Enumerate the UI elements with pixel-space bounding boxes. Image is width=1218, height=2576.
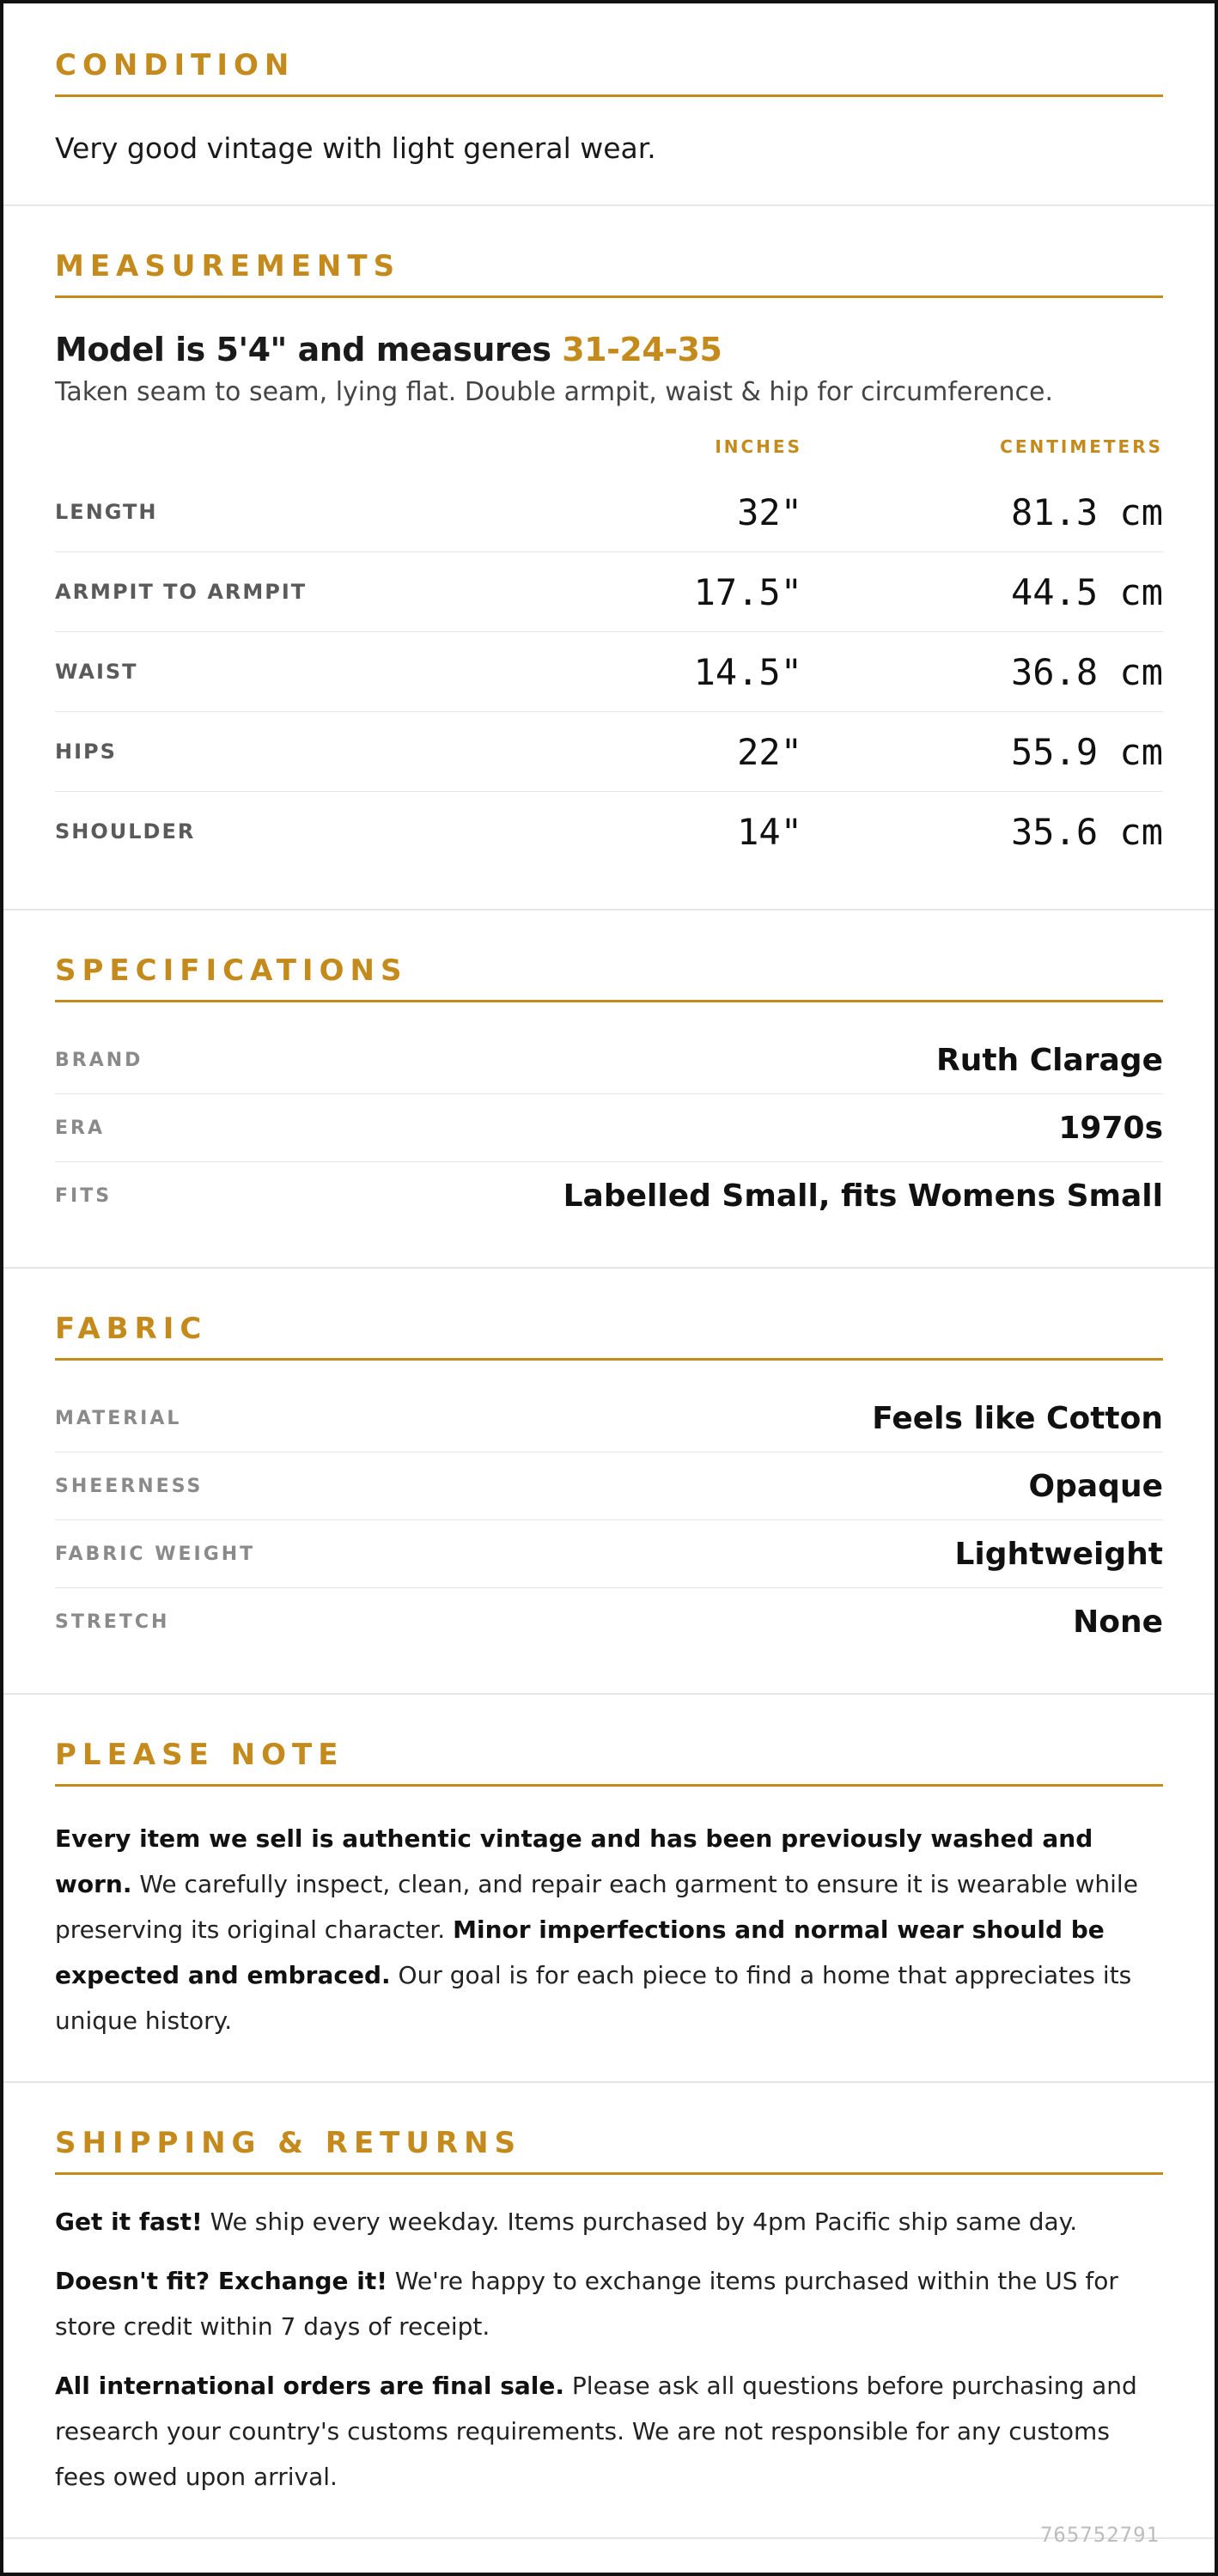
measurement-inches: 14.5"	[693, 650, 802, 693]
please-note-text	[55, 1816, 1163, 2043]
measurement-row-armpit	[55, 552, 1163, 632]
spec-key: ERA	[55, 1117, 105, 1139]
measurement-row-shoulder	[55, 792, 1163, 871]
condition-section	[3, 3, 1215, 206]
shipping-paragraph-exchange	[55, 2258, 1163, 2349]
measurements-header	[55, 436, 1163, 472]
shipping-text-3: Please ask all questions before purchasing and research your country's customs requirements. We are not responsible for any customs fees owed upon arrival.	[55, 2372, 1137, 2491]
shipping-bold-3: All international orders are final sale.	[55, 2372, 565, 2400]
fabric-row-weight	[55, 1520, 1163, 1588]
specifications-list	[55, 1026, 1163, 1229]
measurement-cm: 44.5 cm	[1010, 570, 1163, 613]
condition-text: Very good vintage with light general wear.	[55, 131, 656, 165]
measurement-cm: 36.8 cm	[1010, 650, 1163, 693]
condition-title: CONDITION	[55, 48, 1163, 97]
measurements-subtitle: Taken seam to seam, lying flat. Double armpit, waist & hip for circumference.	[55, 377, 1054, 407]
please-note-section	[3, 1695, 1215, 2083]
note-text-1: We carefully inspect, clean, and repair each garment to ensure it is wearable while preserving its original character.	[55, 1870, 1138, 1944]
measurement-row-hips	[55, 712, 1163, 792]
measurements-section	[3, 206, 1215, 910]
fabric-row-material	[55, 1385, 1163, 1452]
fabric-key: FABRIC WEIGHT	[55, 1543, 256, 1565]
measurement-cm: 55.9 cm	[1010, 730, 1163, 773]
spec-key: FITS	[55, 1184, 113, 1207]
measurement-label: LENGTH	[55, 500, 158, 524]
specifications-section	[3, 910, 1215, 1269]
spec-value: Labelled Small, fits Womens Small	[563, 1178, 1163, 1214]
measurement-label: WAIST	[55, 660, 138, 684]
measurement-cm: 81.3 cm	[1010, 490, 1163, 533]
specifications-title: SPECIFICATIONS	[55, 953, 1163, 1002]
shipping-returns-section	[3, 2083, 1215, 2539]
measurement-inches: 32"	[737, 490, 802, 533]
spec-value: Ruth Clarage	[935, 1042, 1163, 1078]
fabric-value: Feels like Cotton	[872, 1400, 1163, 1436]
measurement-inches: 14"	[737, 810, 802, 853]
note-bold-2: Minor imperfections and normal wear should be expected and embraced.	[55, 1915, 1105, 1989]
measurement-row-waist	[55, 632, 1163, 712]
measurement-label: HIPS	[55, 740, 117, 764]
fabric-value: Lightweight	[954, 1536, 1163, 1572]
measurement-row-length	[55, 472, 1163, 552]
fabric-key: SHEERNESS	[55, 1475, 204, 1497]
spec-value: 1970s	[1058, 1110, 1163, 1146]
spec-key: BRAND	[55, 1049, 143, 1071]
measurement-inches: 17.5"	[693, 570, 802, 613]
shipping-bold-1: Get it fast!	[55, 2208, 203, 2236]
fabric-row-stretch	[55, 1588, 1163, 1655]
fabric-row-sheerness	[55, 1452, 1163, 1520]
fabric-title: FABRIC	[55, 1312, 1163, 1361]
fabric-list	[55, 1385, 1163, 1655]
spec-row-fits	[55, 1162, 1163, 1229]
shipping-text-1: We ship every weekday. Items purchased by 4pm Pacific ship same day.	[202, 2208, 1078, 2236]
fabric-value: None	[1073, 1604, 1163, 1640]
inches-header: INCHES	[715, 436, 802, 457]
fabric-value: Opaque	[1028, 1468, 1163, 1504]
fabric-key: STRETCH	[55, 1611, 170, 1633]
measurements-table	[55, 472, 1163, 871]
spec-row-era	[55, 1094, 1163, 1162]
shipping-paragraph-international	[55, 2363, 1163, 2500]
fabric-section	[3, 1269, 1215, 1695]
centimeters-header: CENTIMETERS	[1000, 436, 1163, 457]
shipping-bold-2: Doesn't fit? Exchange it!	[55, 2267, 387, 2295]
model-measures-prefix: Model is 5'4" and measures	[55, 331, 563, 368]
note-bold-1: Every item we sell is authentic vintage and has been previously washed and worn.	[55, 1824, 1093, 1898]
measurement-label: SHOULDER	[55, 819, 196, 843]
measurement-inches: 22"	[737, 730, 802, 773]
fabric-key: MATERIAL	[55, 1407, 182, 1429]
shipping-text-2: We're happy to exchange items purchased within the US for store credit within 7 days of receipt.	[55, 2267, 1118, 2341]
note-text-2: Our goal is for each piece to find a home that appreciates its unique history.	[55, 1961, 1132, 2035]
product-id: 765752791	[1039, 2523, 1160, 2547]
measurement-cm: 35.6 cm	[1010, 810, 1163, 853]
model-measures-line	[55, 331, 1163, 368]
shipping-paragraph-fast	[55, 2199, 1163, 2244]
measurements-title: MEASUREMENTS	[55, 249, 1163, 298]
spec-row-brand	[55, 1026, 1163, 1094]
please-note-title: PLEASE NOTE	[55, 1738, 1163, 1787]
model-measures-numbers: 31-24-35	[562, 331, 722, 368]
shipping-returns-title: SHIPPING & RETURNS	[55, 2126, 1163, 2175]
measurement-label: ARMPIT TO ARMPIT	[55, 580, 308, 604]
